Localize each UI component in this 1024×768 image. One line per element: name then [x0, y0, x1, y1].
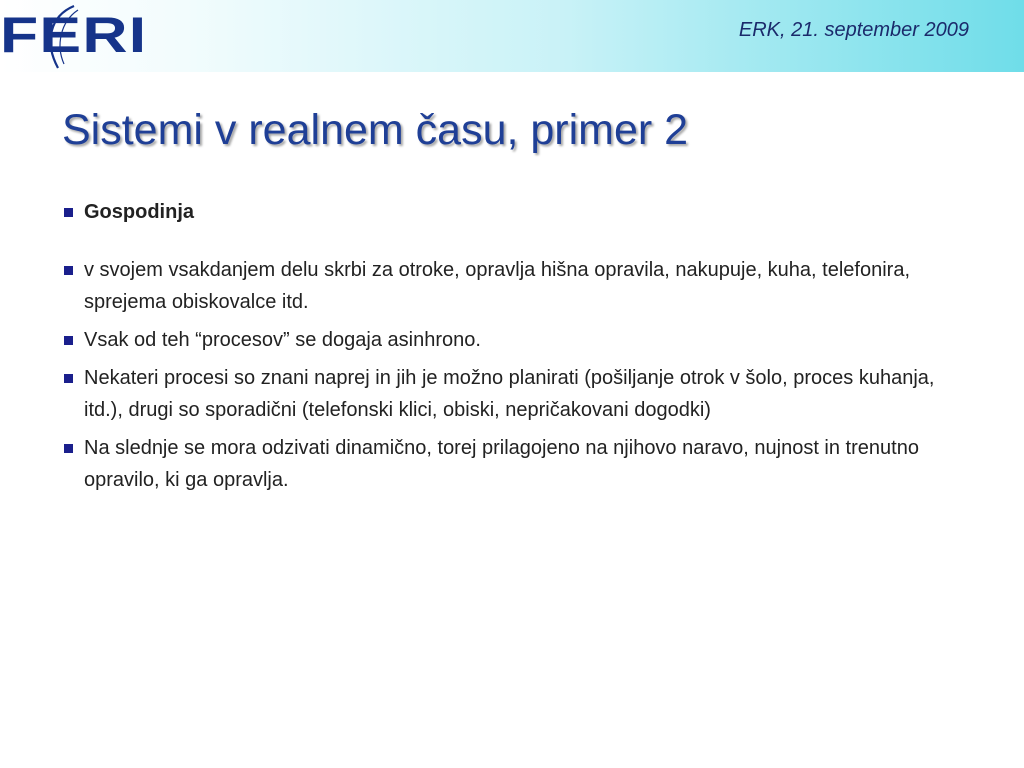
bullet-square-icon — [64, 444, 73, 453]
bullet-text: Vsak od teh “procesov” se dogaja asinhrono. — [84, 329, 481, 351]
bullet-item — [62, 324, 962, 356]
bullet-text: v svojem vsakdanjem delu skrbi za otroke, opravlja hišna opravila, nakupuje, kuha, telefonira, sprejema obiskovalce itd. — [84, 259, 910, 313]
logo-text: FERI — [0, 7, 148, 63]
bullet-item-heading — [62, 196, 962, 228]
bullet-text: Na slednje se mora odzivati dinamično, torej prilagojeno na njihovo naravo, nujnost in trenutno opravilo, ki ga opravlja. — [84, 437, 919, 491]
bullet-item — [62, 432, 962, 496]
bullet-list — [62, 196, 962, 496]
bullet-square-icon — [64, 266, 73, 275]
bullet-item — [62, 362, 962, 426]
bullet-square-icon — [64, 208, 73, 217]
date-label: ERK, 21. september 2009 — [738, 19, 969, 41]
bullet-item — [62, 254, 962, 318]
feri-logo — [0, 8, 170, 72]
bullet-text: Gospodinja — [84, 201, 194, 223]
logo-swoosh-icon — [30, 2, 90, 72]
header-band — [0, 0, 1024, 72]
bullet-square-icon — [64, 374, 73, 383]
bullet-text: Nekateri procesi so znani naprej in jih je možno planirati (pošiljanje otrok v šolo, proces kuhanja, itd.), drugi so sporadični (telefonski klici, obiski, nepričakovani dogodki) — [84, 367, 935, 421]
bullet-square-icon — [64, 336, 73, 345]
slide-title: Sistemi v realnem času, primer 2 — [62, 106, 689, 154]
